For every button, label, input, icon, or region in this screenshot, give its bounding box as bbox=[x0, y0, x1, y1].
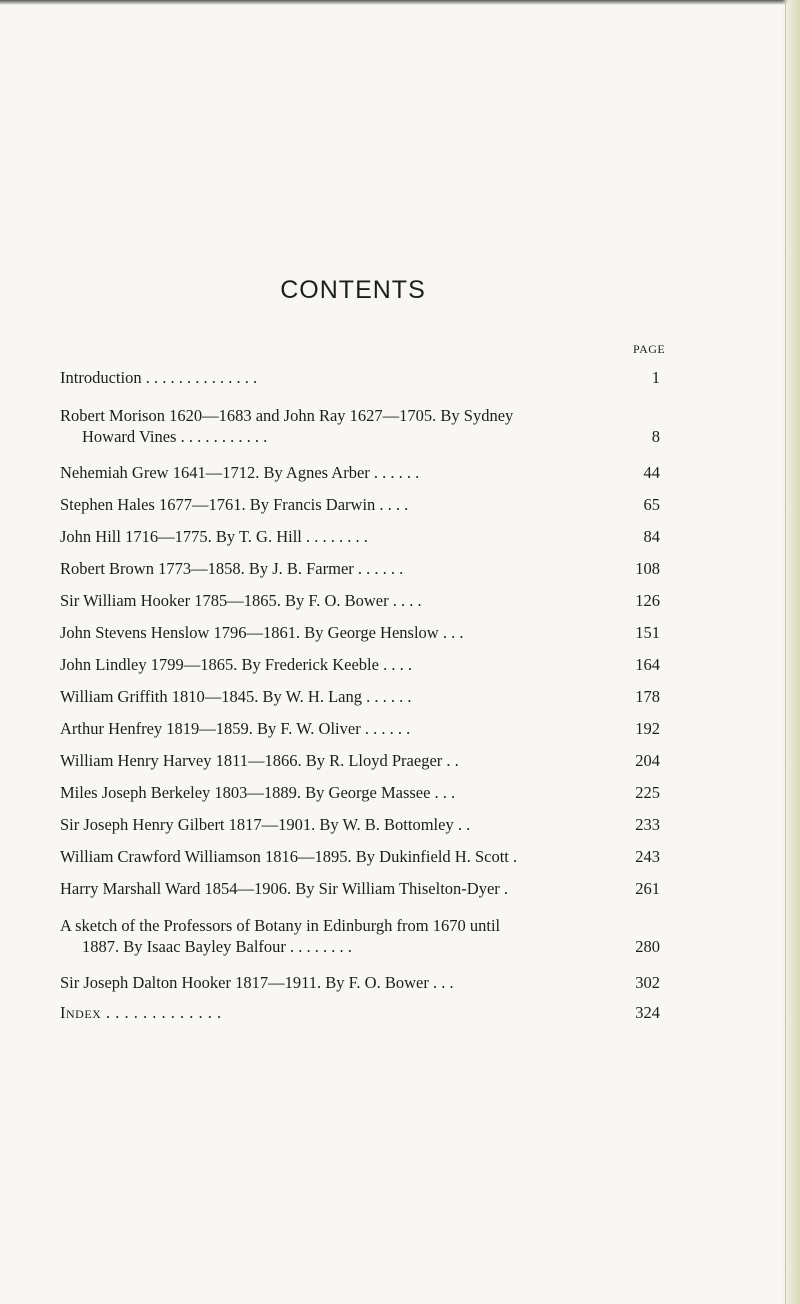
toc-entry bbox=[60, 462, 660, 483]
toc-entry bbox=[60, 558, 660, 579]
toc-entry bbox=[60, 654, 660, 675]
toc-entry bbox=[60, 718, 660, 739]
toc-entry-text: William Crawford Williamson 1816—1895. By Dukinfield H. Scott . bbox=[60, 847, 518, 866]
page-column-header: PAGE bbox=[633, 342, 666, 356]
toc-entry-text: John Stevens Henslow 1796—1861. By George Henslow . . . bbox=[60, 623, 464, 642]
toc-entry bbox=[60, 686, 660, 707]
toc-entry bbox=[60, 622, 660, 643]
toc-entry-page: 44 bbox=[643, 463, 660, 482]
toc-entry-page: 84 bbox=[643, 527, 660, 546]
scan-top-shadow bbox=[0, 0, 800, 5]
toc-entry bbox=[60, 972, 660, 993]
toc-entry bbox=[60, 750, 660, 771]
toc-entry-text: Introduction . . . . . . . . . . . . . . bbox=[60, 368, 258, 387]
page-edge-line bbox=[785, 0, 786, 1304]
toc-entry-page: 192 bbox=[635, 719, 660, 738]
toc-entry bbox=[60, 590, 660, 611]
toc-entry-text: Sir Joseph Henry Gilbert 1817—1901. By W. B. Bottomley . . bbox=[60, 815, 471, 834]
toc-entry-page: 126 bbox=[635, 591, 660, 610]
toc-entry-page: 204 bbox=[635, 751, 660, 770]
toc-entry bbox=[60, 526, 660, 547]
toc-entry-page: 65 bbox=[643, 495, 660, 514]
toc-entry-text: Miles Joseph Berkeley 1803—1889. By George Massee . . . bbox=[60, 783, 456, 802]
toc-entry-text: Sir Joseph Dalton Hooker 1817—1911. By F. O. Bower . . . bbox=[60, 973, 454, 992]
toc-entry bbox=[60, 367, 660, 388]
toc-entry-page: 108 bbox=[635, 559, 660, 578]
toc-entry-page: 243 bbox=[635, 847, 660, 866]
toc-entry-page: 302 bbox=[635, 973, 660, 992]
toc-entry-page: 151 bbox=[635, 623, 660, 642]
toc-entry-text: John Hill 1716—1775. By T. G. Hill . . . . . . . . bbox=[60, 527, 368, 546]
toc-entry bbox=[60, 405, 660, 447]
toc-entry-text: William Henry Harvey 1811—1866. By R. Lloyd Praeger . . bbox=[60, 751, 459, 770]
toc-entry bbox=[60, 915, 660, 957]
toc-entry-page: 261 bbox=[635, 879, 660, 898]
toc-entry-page: 324 bbox=[635, 1003, 660, 1022]
toc-entry-page: 1 bbox=[651, 368, 660, 387]
toc-entry-page: 225 bbox=[635, 783, 660, 802]
toc-entry-line-2: 1887. By Isaac Bayley Balfour . . . . . . . . bbox=[82, 937, 352, 956]
toc-entry-page: 178 bbox=[635, 687, 660, 706]
toc-entry-page: 8 bbox=[651, 427, 660, 446]
toc-entry-text: Harry Marshall Ward 1854—1906. By Sir William Thiselton-Dyer . bbox=[60, 879, 509, 898]
toc-entry-text: John Lindley 1799—1865. By Frederick Keeble . . . . bbox=[60, 655, 412, 674]
toc-entry-text: Nehemiah Grew 1641—1712. By Agnes Arber . . . . . . bbox=[60, 463, 420, 482]
toc-entry-text: William Griffith 1810—1845. By W. H. Lang . . . . . . bbox=[60, 687, 412, 706]
toc-entry-index bbox=[60, 1002, 660, 1023]
toc-entry bbox=[60, 814, 660, 835]
toc-entry-page: 233 bbox=[635, 815, 660, 834]
toc-entry bbox=[60, 846, 660, 867]
toc-entry bbox=[60, 878, 660, 899]
toc-entry bbox=[60, 782, 660, 803]
toc-entry-page: 164 bbox=[635, 655, 660, 674]
toc-entry-text: Index . . . . . . . . . . . . . bbox=[60, 1003, 222, 1022]
page-title: CONTENTS bbox=[280, 276, 426, 304]
toc-entry-text: Robert Brown 1773—1858. By J. B. Farmer . . . . . . bbox=[60, 559, 404, 578]
toc-entry-text: Stephen Hales 1677—1761. By Francis Darwin . . . . bbox=[60, 495, 409, 514]
toc-entry-text: Arthur Henfrey 1819—1859. By F. W. Oliver . . . . . . bbox=[60, 719, 411, 738]
toc-entry-line-2: Howard Vines . . . . . . . . . . . bbox=[82, 427, 268, 446]
toc-entry-text bbox=[60, 405, 660, 447]
toc-entry-text: Sir William Hooker 1785—1865. By F. O. Bower . . . . bbox=[60, 591, 422, 610]
toc-entry bbox=[60, 494, 660, 515]
toc-entry-text bbox=[60, 915, 660, 957]
toc-entry-page: 280 bbox=[635, 937, 660, 956]
toc-entry-line-1: A sketch of the Professors of Botany in Edinburgh from 1670 until bbox=[60, 916, 501, 935]
toc-entry-line-1: Robert Morison 1620—1683 and John Ray 1627—1705. By Sydney bbox=[60, 406, 514, 425]
